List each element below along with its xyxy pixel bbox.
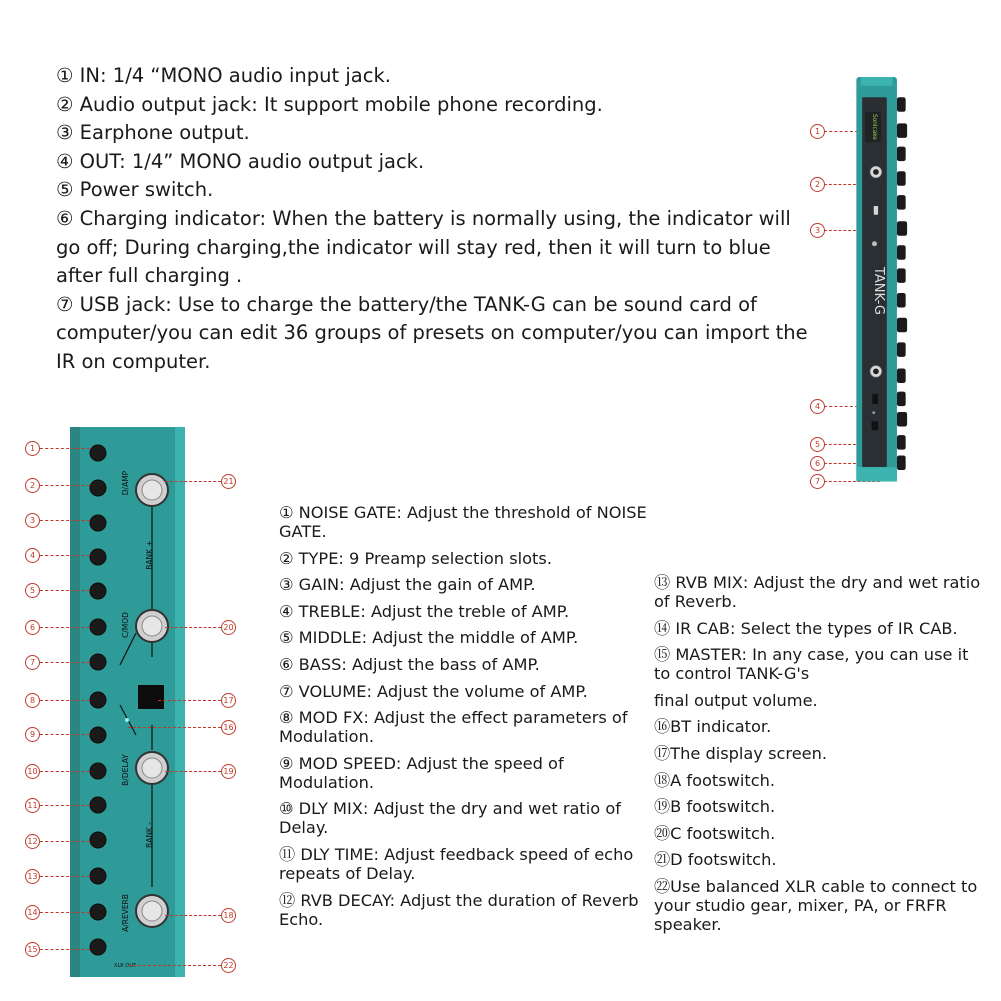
mid-desc-2: ② TYPE: 9 Preamp selection slots. (279, 548, 552, 568)
label-xlr-out: XLR OUT (114, 963, 136, 969)
pedal-callout-19: 19 (221, 764, 236, 779)
mid-desc-3: ③ GAIN: Adjust the gain of AMP. (279, 575, 536, 595)
side-callout-6: 6 (810, 456, 825, 471)
mid-desc-11: ⑪ DLY TIME: Adjust feedback speed of echo repeats of Delay. (279, 844, 634, 883)
pedal-callout-17: 17 (221, 693, 236, 708)
pedal-callout-16: 16 (221, 720, 236, 735)
right-desc-20: ⑳C footswitch. (654, 823, 776, 843)
right-desc-22: ㉒Use balanced XLR cable to connect to your studio gear, mixer, PA, or FRFR speaker. (654, 876, 978, 934)
rvb-decay-knob[interactable] (90, 832, 106, 848)
right-desc-21: ㉑D footswitch. (654, 850, 777, 870)
top-desc-line-1: ① IN: 1/4 “MONO audio input jack. (56, 64, 391, 87)
dly-mix-knob[interactable] (90, 763, 106, 779)
top-desc-line-3: ③ Earphone output. (56, 121, 250, 145)
pedal-callout-2: 2 (25, 478, 40, 493)
mid-desc-6: ⑥ BASS: Adjust the bass of AMP. (279, 654, 540, 674)
pedal-callout-10: 10 (25, 764, 40, 779)
top-desc-line-7: ⑦ USB jack: Use to charge the battery/the TANK-G can be sound card of computer/you can edit 36 groups of presets on computer/you can import the IR on computer. (56, 292, 808, 373)
side-callout-7: 7 (810, 474, 825, 489)
ir-cab-knob[interactable] (90, 904, 106, 920)
middle-descriptions (279, 503, 649, 936)
middle-knob[interactable] (90, 583, 106, 599)
right-desc-15b: final output volume. (654, 690, 818, 710)
pedal-callout-8: 8 (25, 693, 40, 708)
mid-desc-8: ⑧ MOD FX: Adjust the effect parameters of Modulation. (279, 708, 628, 747)
usb-jack-icon (872, 421, 879, 430)
charging-indicator-icon (872, 411, 875, 414)
pedal-callout-20: 20 (221, 620, 236, 635)
device-side-view (852, 0, 910, 560)
volume-knob[interactable] (90, 654, 106, 670)
side-callout-5: 5 (810, 437, 825, 452)
pedal-callout-3: 3 (25, 513, 40, 528)
pedal-callout-12: 12 (25, 834, 40, 849)
brand-logo: Sonicake (871, 114, 878, 141)
right-desc-17: ⑰The display screen. (654, 743, 828, 763)
pedal-callout-22: 22 (221, 958, 236, 973)
pedal-callout-5: 5 (25, 583, 40, 598)
knob-column (90, 445, 106, 955)
mid-desc-1: ① NOISE GATE: Adjust the threshold of NOISE GATE. (279, 503, 647, 541)
top-desc-line-2: ② Audio output jack: It support mobile phone recording. (56, 92, 603, 116)
dly-time-knob[interactable] (90, 797, 106, 813)
right-descriptions (654, 573, 984, 942)
mid-desc-4: ④ TREBLE: Adjust the treble of AMP. (279, 601, 570, 621)
pedal-callout-1: 1 (25, 441, 40, 456)
noise-gate-knob[interactable] (90, 445, 106, 461)
top-desc-line-5: ⑤ Power switch. (56, 178, 214, 202)
model-label: TANK-G (871, 266, 887, 315)
label-d-amp: D/AMP (121, 470, 130, 496)
pedal-callout-13: 13 (25, 869, 40, 884)
bass-knob[interactable] (90, 619, 106, 635)
mod-speed-knob[interactable] (90, 727, 106, 743)
mid-desc-7: ⑦ VOLUME: Adjust the volume of AMP. (279, 681, 588, 701)
type-knob[interactable] (90, 480, 106, 496)
side-knobs (897, 97, 907, 470)
power-switch-icon (872, 394, 878, 404)
mid-desc-9: ⑨ MOD SPEED: Adjust the speed of Modulation. (279, 753, 564, 792)
right-desc-13: ⑬ RVB MIX: Adjust the dry and wet ratio of Reverb. (654, 573, 981, 611)
pedal-callout-11: 11 (25, 798, 40, 813)
right-desc-19: ⑲B footswitch. (654, 797, 776, 817)
pedal-callout-14: 14 (25, 905, 40, 920)
bt-indicator-icon (125, 718, 129, 722)
side-callout-2: 2 (810, 177, 825, 192)
label-bank-minus: BANK - (145, 822, 154, 848)
pedal-callout-4: 4 (25, 548, 40, 563)
display-screen (138, 685, 164, 709)
mid-desc-5: ⑤ MIDDLE: Adjust the middle of AMP. (279, 628, 579, 648)
label-b-delay: B/DELAY (121, 754, 130, 786)
right-desc-15: ⑮ MASTER: In any case, you can use it to control TANK-G's (654, 645, 969, 684)
master-knob[interactable] (90, 939, 106, 955)
right-desc-16: ⑯BT indicator. (654, 717, 772, 737)
right-desc-14: ⑭ IR CAB: Select the types of IR CAB. (654, 618, 958, 638)
pedal-callout-6: 6 (25, 620, 40, 635)
top-description (56, 62, 816, 377)
top-desc-line-4: ④ OUT: 1/4” MONO audio output jack. (56, 149, 425, 173)
pedal-callout-18: 18 (221, 908, 236, 923)
pedal-top-view (20, 425, 250, 985)
top-desc-line-6: ⑥ Charging indicator: When the battery is normally using, the indicator will go off; During charging,the indicator will stay red, then it will turn to blue after full charging . (56, 206, 791, 288)
mid-desc-12: ⑫ RVB DECAY: Adjust the duration of Reverb Echo. (279, 890, 639, 929)
label-a-reverb: A/REVERB (121, 894, 130, 932)
earphone-jack-icon (872, 241, 877, 246)
pedal-callout-15: 15 (25, 942, 40, 957)
label-bank-plus: BANK + (145, 540, 154, 570)
side-callout-3: 3 (810, 223, 825, 238)
pedal-callout-21: 21 (221, 474, 236, 489)
audio-out-jack-icon (874, 206, 878, 215)
label-c-mod: C/MOD (121, 612, 130, 638)
mid-desc-10: ⑩ DLY MIX: Adjust the dry and wet ratio of Delay. (279, 799, 621, 838)
right-desc-18: ⑱A footswitch. (654, 770, 776, 790)
side-callout-4: 4 (810, 399, 825, 414)
gain-knob[interactable] (90, 515, 106, 531)
pedal-callout-7: 7 (25, 655, 40, 670)
treble-knob[interactable] (90, 549, 106, 565)
rvb-mix-knob[interactable] (90, 868, 106, 884)
pedal-callout-9: 9 (25, 727, 40, 742)
side-callout-1: 1 (810, 124, 825, 139)
mod-fx-knob[interactable] (90, 692, 106, 708)
